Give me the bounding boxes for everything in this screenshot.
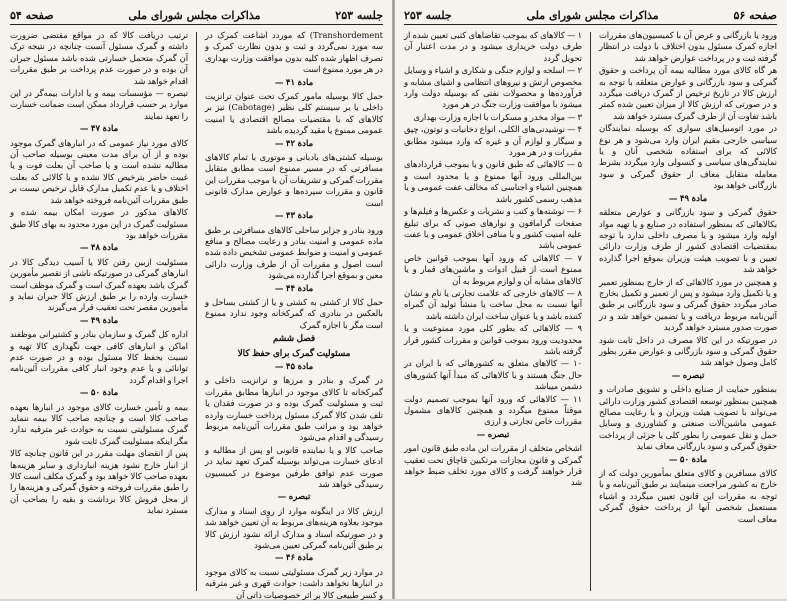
column-divider — [590, 32, 591, 591]
article-heading: مادة ۴۹ — — [668, 193, 708, 204]
paragraph: کالای مورد نیاز عمومی که در انبارهای گمرک موجود بوده و از آن برای مدت معینی بوسیله صاحب آن مطالبه نشده است و یا صاحب آن بعلت فوت و یا غیبت حاضر بترخیص کالا نشده و یا کالائی که بعلت اختلاف و یا عدم تکمیل مدارک قابل ترخیص نیست بر طبق مقررات آئین‌نامه فروخته خواهد شد — [10, 137, 188, 205]
article-heading: مادة ۵۰ — — [79, 388, 119, 399]
paragraph: ۷ — کالاهائی که ورود آنها بموجب قوانین خاص ممنوع است از قبیل ادوات و ماشین‌های قمار و یا کالاهای مشابه آن و لوازم مربوط به آن — [404, 252, 582, 286]
article-heading: مادة ۴۵ — — [274, 361, 314, 372]
article-heading: تبصره — — [476, 429, 510, 440]
paragraph: اشخاص متخلف از مقررات این ماده طبق قانون امور گمرکی و قانون مجازات مرتکبین قاچاق تحت تعقیب قرار خواهند گرفت و کالای مورد تخلف ضبط خواهد شد — [404, 443, 582, 488]
left-page-right-column — [204, 30, 383, 600]
article-heading: مادة ۴۹ — — [79, 315, 119, 326]
right-page-number: صفحه ۵۶ — [733, 9, 777, 22]
left-page-left-column — [10, 30, 188, 593]
paragraph: مسئولیت ازبین رفتن کالا یا آسیب دیدگی کالا در انبارهای گمرکی در صورتیکه ناشی از تقصیر مأمورین گمرک باشد بعهده گمرک است و گمرک موظف است خسارت وارده را بر طبق ارزش کالا جبران نماید و مأمورین مقصر تحت تعقیب قرار می‌گیرند — [10, 256, 188, 313]
left-page-session: جلسه ۲۵۳ — [335, 9, 383, 22]
paragraph: تبصره — مؤسسات بیمه و یا ادارات بیمه‌گر در این موارد بر حسب قرارداد ممکن است ضمانت خسارت را تعهد نمایند — [10, 88, 188, 121]
paragraph: در صورتیکه در این کالا مصرف در داخل ثابت شود حقوق گمرکی و سود بازرگانی و عوارض مقرر بطور کامل وصول خواهد شد — [599, 334, 777, 368]
article-heading: مادة ۵۰ — — [668, 454, 708, 465]
paragraph: ارزش کالا در اینگونه موارد از روی اسناد و مدارک موجود بعلاوه هزینه‌های مربوط به آن تعیین خواهد شد و در صورتیکه اسناد و مدارک ارائه نشود ارزش کالا بر طبق آئین‌نامه گمرکی تعیین می‌شود — [204, 505, 383, 551]
left-page-number: صفحه ۵۴ — [10, 9, 54, 22]
paragraph: بوسیله کشتی‌های بادبانی و موتوری با تمام کالاهای مسافرتی که در مسیر ممنوع است مطابق متقابل مقررات گمرکی و تشریفات آن با موجب مقررات این قانون و مقررات سپرده‌ها و عوارض مدارک قانونی است — [205, 152, 383, 208]
left-page-header — [10, 8, 383, 25]
paragraph: ۳ — مواد مخدر و مسکرات با اجازه وزارت بهداری — [413, 111, 582, 122]
paragraph: ۲ — اسلحه و لوازم جنگی و شکاری و اشیاء و وسایل مخصوص ارتش و نیروهای انتظامی و اشیای مشابه و فرآورده‌ها و محصولات نفتی که بوسیله دولت وارد میشود با موافقت وزارت جنگ در هر مورد — [404, 65, 582, 110]
paragraph: ۹ — کالاهائی که بطور کلی مورد ممنوعیت و یا محدودیت ورود بموجب قوانین و مقررات کشور قرار گرفته باشد — [404, 323, 582, 356]
article-heading: مادة ۴۸ — — [79, 243, 119, 254]
paragraph: ۱۱ — کالاهائی که ورود آنها بموجب تصمیم دولت موقتاً ممنوع میگردد و همچنین کالاهای مشمول مقررات خاص تجارتی و ارزی — [404, 393, 582, 427]
paragraph: کالای مسافرین و کالای متعلق بمأمورین دولت که از خارج به کشور مراجعت مینمایند بر طبق آئین‌نامه و با توجه به مقررات این قانون تعیین میگردد و اشیاء مستعمل شخصی آنها از پرداخت حقوق گمرکی معاف است — [599, 468, 777, 524]
article-heading: مادة ۴۱ — — [274, 77, 314, 88]
paragraph: ترتیب دریافت کالا که در مواقع مقتضی ضرورت داشته و گمرک مسئول آنست چنانچه در نتیجه ترک آن گمرک متحمل خسارتی شده باشد مسئول جبران آن بوده و در صورت عدم پرداخت بر طبق مقررات اقدام خواهد شد — [10, 30, 188, 86]
article-heading: مادة ۴۷ — — [79, 124, 119, 135]
paragraph: در موارد زیر گمرک مسئولیتی نسبت به کالای موجود در انبارها نخواهد داشت: حوادث قهری و غیر مترقبه و کسر طبیعی کالا بر اثر خصوصیات ذاتی آن — [205, 566, 383, 600]
right-page-right-column — [599, 30, 777, 593]
paragraph: ۵ — کالاهائی که طبق قانون و یا بموجب قراردادهای بین‌المللی ورود آنها ممنوع و یا محدود است و همچنین اشیاء و اجناسی که مخالف عفت عمومی و یا مذهب رسمی کشور باشد — [404, 159, 582, 204]
paragraph: کالاهای مذکور در صورت امکان بیمه شده و مسئولیت گمرک در این مورد محدود به بهای کالا طبق مقررات خواهد بود — [10, 207, 188, 240]
section-heading: فصل ششم — [272, 334, 316, 345]
left-page — [0, 0, 393, 599]
paragraph: پس از انقضای مهلت مقرر در این قانون چنانچه کالا از انبار خارج نشود هزینه انبارداری و سایر هزینه‌ها بعهده صاحب کالا خواهد بود و گمرک مکلف است کالا را طبق مقررات فروخته و حقوق گمرکی و هزینه‌ها را از محل فروش کالا برداشت و بقیه را بصاحب آن مسترد نماید — [10, 448, 188, 516]
right-page-left-column — [404, 30, 582, 593]
article-heading: مادة ۴۴ — — [274, 283, 314, 294]
paragraph: ورود یا بازرگانی و عرض آن با کمیسیون‌های مقررات اجازه کمرک مسئول بدون اختلاف با دولت در انتظار گرفته ثبت و در پرداخت عوارض خواهد شد — [599, 30, 777, 63]
article-heading: تبصره — — [277, 492, 311, 503]
left-page-title: مذاکرات مجلس شورای ملی — [128, 9, 261, 22]
article-heading: مادة ۴۶ — — [274, 553, 314, 564]
paragraph: حقوق گمرکی و سود بازرگانی و عوارض متعلقه بکالاهائی که بمنظور استفاده در صنایع و یا تهیه مواد اولیه وارد میشود و یا مصرف داخلی ندارد با توجه بمقتضیات اقتصادی کشور از طرف وزارت دارائی تعیین و با تصویب هیئت وزیران بموقع اجرا گذارده خواهد شد — [599, 207, 777, 275]
paragraph: بیمه و تأمین خسارت کالای موجود در انبارها بعهده صاحب کالا است و چنانچه صاحب کالا بیمه ننماید گمرک مسئولیتی نسبت به حوادث غیر مترقبه ندارد مگر اینکه مسئولیت گمرک ثابت شود — [10, 401, 188, 446]
paragraph: در گمرک و بنادر و مرزها و ترانزیت داخلی و گمرکخانه تا کالای موجود در انبارها مطابق مقررات ثبت و مسئولیت گمرک بوده و در صورت فقدان یا تلف شدن کالا گمرک مسئول پرداخت خسارت وارده خواهد بود و مراتب طبق مقررات آئین‌نامه مربوط رسیدگی و اقدام می‌شود — [205, 375, 383, 443]
paragraph: حمل کالا بوسیله مامور کمرک تحت عنوان ترانزیت داخلی یا بر سیستم کلی نظیر (Cabotage) نیز بر کالاهای که با مقتضیات مصالح اقتصادی یا امنیت عمومی ممنوع یا مقید گردیده باشد — [205, 91, 383, 136]
paragraph: ۶ — نوشته‌ها و کتب و نشریات و عکس‌ها و فیلم‌ها و صفحات گرامافون و نوارهای صوتی که برای تبلیغ علیه امنیت کشور و یا منافی اخلاق عمومی و یا عفت عمومی باشد — [404, 206, 582, 251]
paragraph: ۸ — کالاهای خارجی که علامت تجارتی یا نام و نشان آنها نسبت به محل ساخت یا منشأ تولید آن گمراه کننده باشد و یا عنوان ساخت ایران داشته باشد — [404, 287, 582, 321]
right-page-columns — [404, 30, 777, 593]
right-page — [394, 0, 787, 599]
article-heading: مادة ۴۲ — — [274, 138, 314, 149]
right-page-header — [404, 8, 777, 25]
paragraph: ۴ — نوشیدنی‌های الکلی، انواع دخانیات و توتون، چپق و سیگار و لوازم آن و غیره که وارد میشود مطابق مقررات و در هر مورد — [404, 124, 582, 158]
paragraph: و همچنین در مورد کالاهائی که از خارج بمنظور تعمیر و یا تکمیل وارد میشود و پس از تعمیر و تکمیل بخارج صادر میگردد حقوق گمرکی و سود بازرگانی بر طبق آئین‌نامه مربوط دریافت و یا تضمین خواهد شد و در صورت صدور مسترد خواهد گردید — [599, 276, 777, 333]
column-divider — [196, 32, 197, 591]
paragraph: ۱ — کالاهای که بموجب تقاضاهای کتبی تعیین شده از طرف دولت خریداری میشود و در مدت اعتبار آن تحویل گردد — [404, 30, 582, 63]
paragraph: هر گاه کالای مورد مطالبه بیمه آن پرداخت و حقوق گمرکی و سود بازرگانی و عوارض متعلقه با توجه به ارزش کالا در تاریخ ترخیص از گمرک دریافت میگردد و در صورتی که ارزش کالا از میزان تعیین شده کمتر باشد تفاوت آن از طرف گمرک مسترد خواهد شد — [599, 65, 777, 121]
right-page-title: مذاکرات مجلس شورای ملی — [526, 9, 659, 22]
paragraph: اداره کل گمرک و سازمان بنادر و کشتیرانی موظفند اماکن و انبارهای کافی جهت نگهداری کالا تهیه و نسبت بحفظ کالا مسئول بوده و در صورت عدم توانائی و یا عدم وجود انبار کافی مقررات آئین‌نامه اجرا و اقدام گردد — [10, 329, 188, 385]
paragraph: حمل کالا از کشتی به کشتی و یا از کشتی بساحل و بالعکس در بنادری که گمرکخانه وجود ندارد ممنوع است مگر با اجازه گمرک — [205, 296, 383, 330]
paragraph: بمنظور حمایت از صنایع داخلی و تشویق صادرات و همچنین بمنظور توسعه اقتصادی کشور وزارت دارائی می‌تواند با تصویب هیئت وزیران و با رعایت مصالح عمومی ماشین‌آلات صنعتی و کشاورزی و وسایل حمل و نقل عمومی را بطور کلی یا جزئی از پرداخت حقوق گمرکی و سود بازرگانی معاف نماید — [599, 384, 777, 452]
section-heading: مسئولیت گمرک برای حفظ کالا — [237, 348, 351, 359]
paragraph: در مورد اتومبیل‌های سواری که بوسیله نمایندگان سیاسی خارجی مقیم ایران وارد می‌شود و هر نوع کالائی که برای استفاده شخصی آنان و یا نمایندگی‌های سیاسی و کنسولی وارد میگردد بشرط معامله متقابل معاف از حقوق گمرکی و سود بازرگانی خواهد بود — [599, 123, 777, 191]
left-page-columns — [10, 30, 383, 600]
paragraph: ۱۰ — کالاهای متعلق به کشورهائی که با ایران در حال جنگ هستند و یا کالاهائی که مبدأ آنها کشورهای دشمن میباشد — [404, 358, 582, 392]
paragraph: صاحب کالا و یا نماینده قانونی او پس از مطالبه و ادعای خسارت می‌تواند بوسیله گمرک تعهد نماید در صورت عدم توافق طرفین موضوع در کمیسیون رسیدگی خواهد شد — [205, 444, 383, 490]
paragraph: Transhordement) که موردد اشاعت کمرک در سه مورد نمی‌گردد و ثبت و بدون نظارت کمرک و تصرف اظهار شده کلیه بدون موافقت وزارت بهداری در هر مورد ممنوع است — [205, 30, 383, 75]
paragraph: ورود بنادر و جزایر ساحلی کالاهای مسافرتی بر طبق ماده عمومی و امنیت بنادر و رعایت مصالح و منافع عمومی و امنیت و ضوابط عمومی تشخیص داده شده است اصول و مقررات آن از طرف وزارت دارائی معین و بموقع اجرا گذارده می‌شود — [205, 224, 383, 281]
right-page-session: جلسه ۲۵۳ — [404, 9, 452, 22]
article-heading: تبصره — — [671, 370, 705, 381]
article-heading: مادة ۴۳ — — [274, 211, 314, 222]
